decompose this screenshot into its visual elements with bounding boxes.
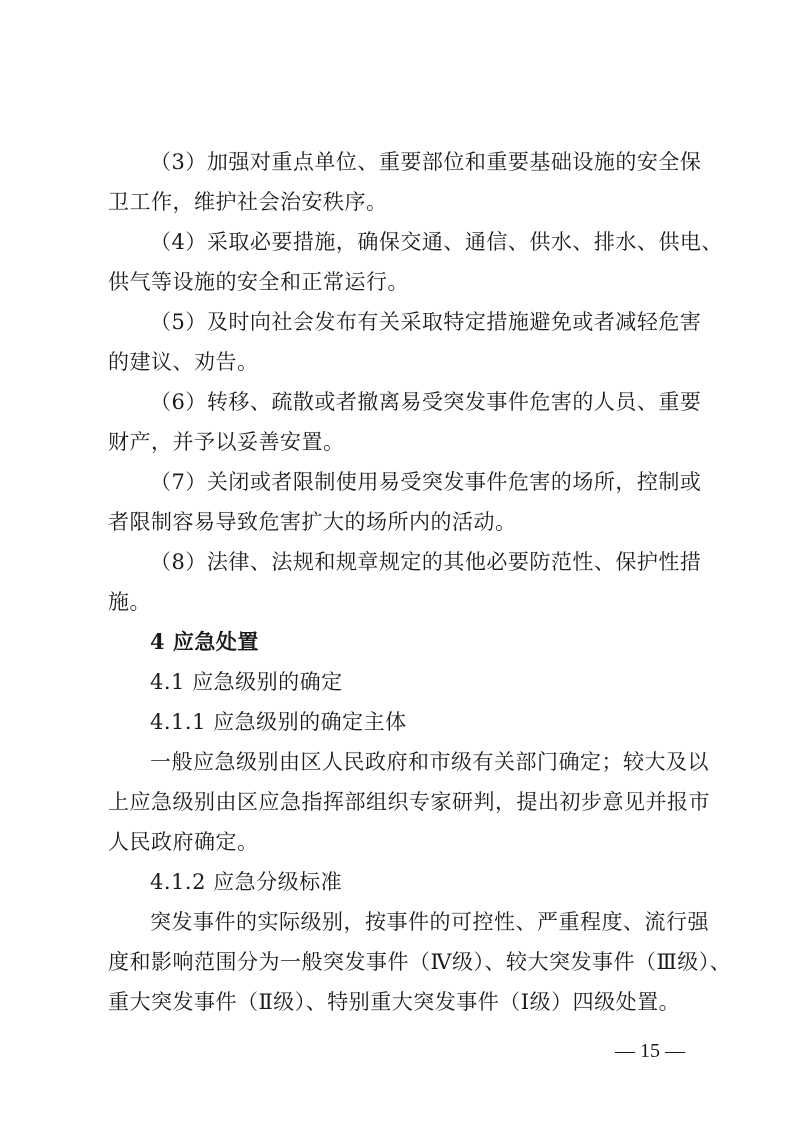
paragraph-line: 供气等设施的安全和正常运行。: [108, 270, 409, 294]
paragraph-line: 上应急级别由区应急指挥部组织专家研判，提出初步意见并报市: [108, 790, 710, 814]
paragraph-line: 卫工作，维护社会治安秩序。: [108, 190, 388, 214]
paragraph-line: 的建议、劝告。: [108, 350, 259, 374]
paragraph-line: 财产，并予以妥善安置。: [108, 430, 345, 454]
paragraph-line: 施。: [108, 590, 151, 614]
paragraph-line: （5）及时向社会发布有关采取特定措施避免或者减轻危害: [150, 310, 702, 334]
paragraph-line: （8）法律、法规和规章规定的其他必要防范性、保护性措: [150, 550, 702, 574]
subsection-heading: 4.1.2 应急分级标准: [150, 870, 343, 894]
page-number: — 15 —: [615, 1040, 685, 1062]
paragraph-line: 者限制容易导致危害扩大的场所内的活动。: [108, 510, 517, 534]
subsection-heading: 4.1 应急级别的确定: [150, 670, 343, 694]
paragraph-line: （6）转移、疏散或者撤离易受突发事件危害的人员、重要: [150, 390, 702, 414]
paragraph-line: （3）加强对重点单位、重要部位和重要基础设施的安全保: [150, 150, 702, 174]
paragraph-line: （7）关闭或者限制使用易受突发事件危害的场所，控制或: [150, 470, 702, 494]
paragraph-line: 重大突发事件（Ⅱ级）、特别重大突发事件（Ⅰ级）四级处置。: [108, 990, 681, 1014]
paragraph-line: 突发事件的实际级别，按事件的可控性、严重程度、流行强: [150, 910, 709, 934]
subsection-heading: 4.1.1 应急级别的确定主体: [150, 710, 407, 734]
paragraph-line: 一般应急级别由区人民政府和市级有关部门确定；较大及以: [150, 750, 709, 774]
paragraph-line: 人民政府确定。: [108, 830, 259, 854]
paragraph-line: 度和影响范围分为一般突发事件（Ⅳ级）、较大突发事件（Ⅲ级）、: [108, 950, 732, 974]
section-heading: 4 应急处置: [150, 629, 259, 654]
paragraph-line: （4）采取必要措施，确保交通、通信、供水、排水、供电、: [150, 230, 723, 254]
